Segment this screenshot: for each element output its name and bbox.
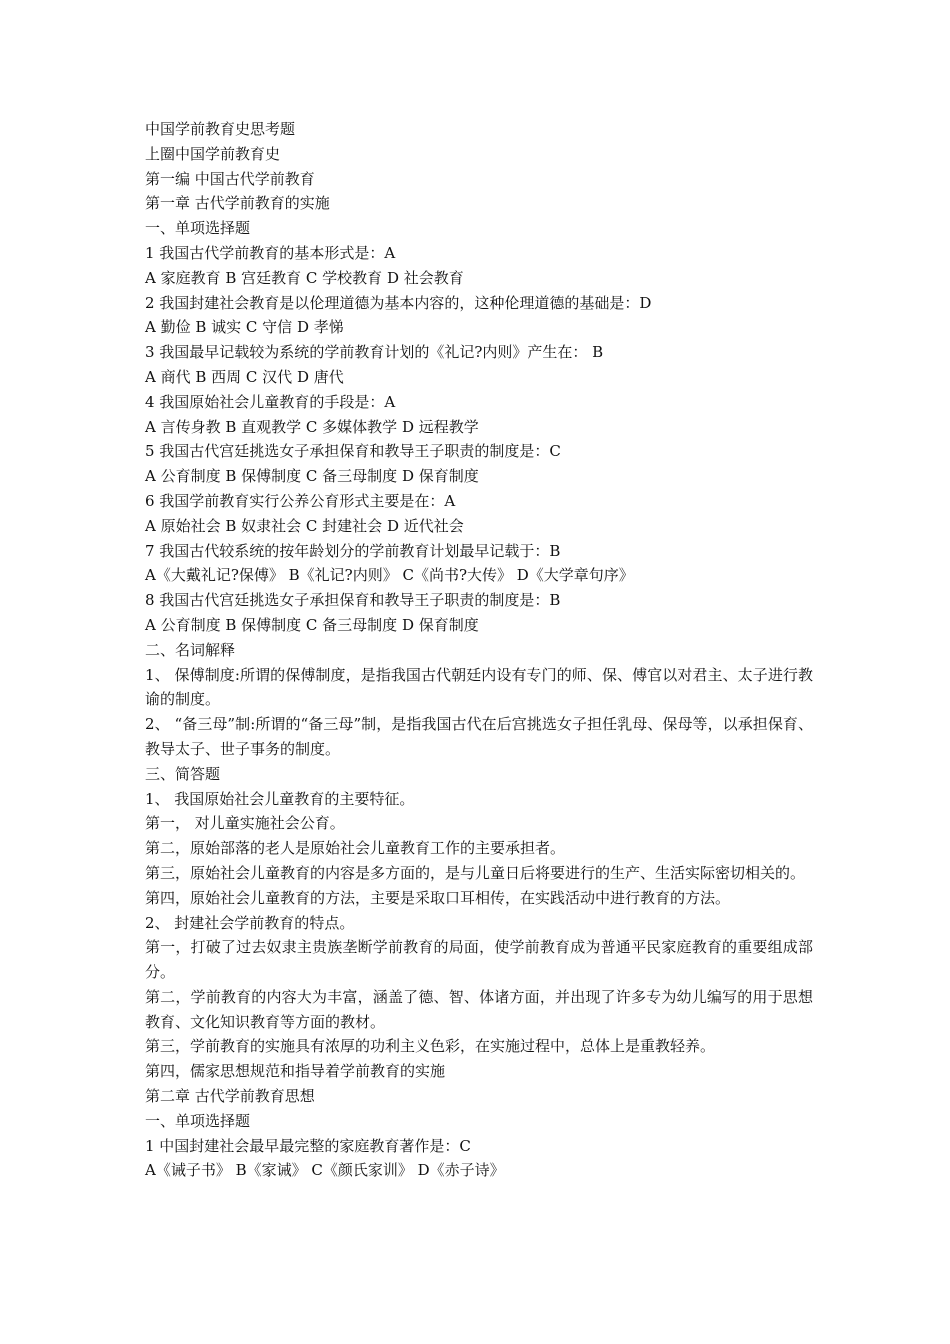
answer-options: A 公育制度 B 保傅制度 C 备三母制度 D 保育制度 — [145, 615, 479, 634]
part-heading: 第一编 中国古代学前教育 — [145, 169, 315, 188]
question-text: 6 我国学前教育实行公养公育形式主要是在：A — [145, 491, 456, 510]
question-text: 7 我国古代较系统的按年龄划分的学前教育计划最早记载于：B — [145, 541, 561, 560]
section-heading: 三、简答题 — [145, 764, 221, 783]
term-definition: 1、 保傅制度:所谓的保傅制度，是指我国古代朝廷内设有专门的师、保、傅官以对君主、太子进行教谕的制度。 — [145, 665, 813, 709]
volume-heading: 上圈中国学前教育史 — [145, 144, 281, 163]
section-heading: 一、单项选择题 — [145, 1111, 251, 1130]
answer-paragraph: 第二，学前教育的内容大为丰富，涵盖了德、智、体诸方面，并出现了许多专为幼儿编写的用于思想教育、文化知识教育等方面的教材。 — [145, 987, 813, 1031]
question-text: 2、 封建社会学前教育的特点。 — [145, 913, 355, 932]
answer-options: A《大戴礼记?保傅》 B《礼记?内则》 C《尚书?大传》 D《大学章句序》 — [145, 566, 634, 585]
question-text: 2 我国封建社会教育是以伦理道德为基本内容的，这种伦理道德的基础是：D — [145, 293, 652, 312]
answer-options: A 勤俭 B 诚实 C 守信 D 孝悌 — [145, 318, 344, 337]
question-text: 1、 我国原始社会儿童教育的主要特征。 — [145, 789, 415, 808]
question-text: 1 中国封建社会最早最完整的家庭教育著作是：C — [145, 1136, 471, 1155]
question-text: 4 我国原始社会儿童教育的手段是：A — [145, 392, 396, 411]
answer-options: A 言传身教 B 直观教学 C 多媒体教学 D 远程教学 — [145, 417, 479, 436]
document-title: 中国学前教育史思考题 — [145, 120, 296, 138]
question-text: 3 我国最早记载较为系统的学前教育计划的《礼记?内则》产生在： B — [145, 343, 604, 362]
answer-options: A 商代 B 西周 C 汉代 D 唐代 — [145, 367, 344, 386]
answer-paragraph: 第二，原始部落的老人是原始社会儿童教育工作的主要承担者。 — [145, 839, 566, 858]
question-text: 1 我国古代学前教育的基本形式是：A — [145, 243, 396, 262]
chapter-heading: 第一章 古代学前教育的实施 — [145, 194, 330, 213]
section-heading: 一、单项选择题 — [145, 219, 251, 238]
answer-options: A 家庭教育 B 宫廷教育 C 学校教育 D 社会教育 — [145, 268, 464, 287]
answer-options: A《诫子书》 B《家诫》 C《颜氏家训》 D《赤子诗》 — [145, 1161, 505, 1180]
answer-paragraph: 第三，原始社会儿童教育的内容是多方面的，是与儿童日后将要进行的生产、生活实际密切相关的。 — [145, 863, 806, 882]
section-heading: 二、名词解释 — [145, 640, 236, 659]
question-text: 8 我国古代宫廷挑选女子承担保育和教导王子职责的制度是：B — [145, 591, 561, 610]
document-body — [145, 117, 813, 1183]
answer-options: A 原始社会 B 奴隶社会 C 封建社会 D 近代社会 — [145, 516, 464, 535]
question-text: 5 我国古代宫廷挑选女子承担保育和教导王子职责的制度是：C — [145, 442, 561, 461]
answer-paragraph: 第四，原始社会儿童教育的方法，主要是采取口耳相传，在实践活动中进行教育的方法。 — [145, 888, 731, 907]
term-definition: 2、 “备三母”制:所谓的“备三母”制，是指我国古代在后宫挑选女子担任乳母、保母等，以承担保育、教导太子、世子事务的制度。 — [145, 715, 813, 758]
answer-options: A 公育制度 B 保傅制度 C 备三母制度 D 保育制度 — [145, 467, 479, 486]
answer-paragraph: 第一，打破了过去奴隶主贵族垄断学前教育的局面，使学前教育成为普通平民家庭教育的重要组成部分。 — [145, 938, 813, 982]
answer-paragraph: 第三，学前教育的实施具有浓厚的功利主义色彩，在实施过程中，总体上是重教轻养。 — [145, 1037, 716, 1056]
answer-paragraph: 第四，儒家思想规范和指导着学前教育的实施 — [145, 1062, 446, 1081]
answer-paragraph: 第一， 对儿童实施社会公育。 — [145, 814, 345, 833]
chapter-heading: 第二章 古代学前教育思想 — [145, 1087, 315, 1106]
